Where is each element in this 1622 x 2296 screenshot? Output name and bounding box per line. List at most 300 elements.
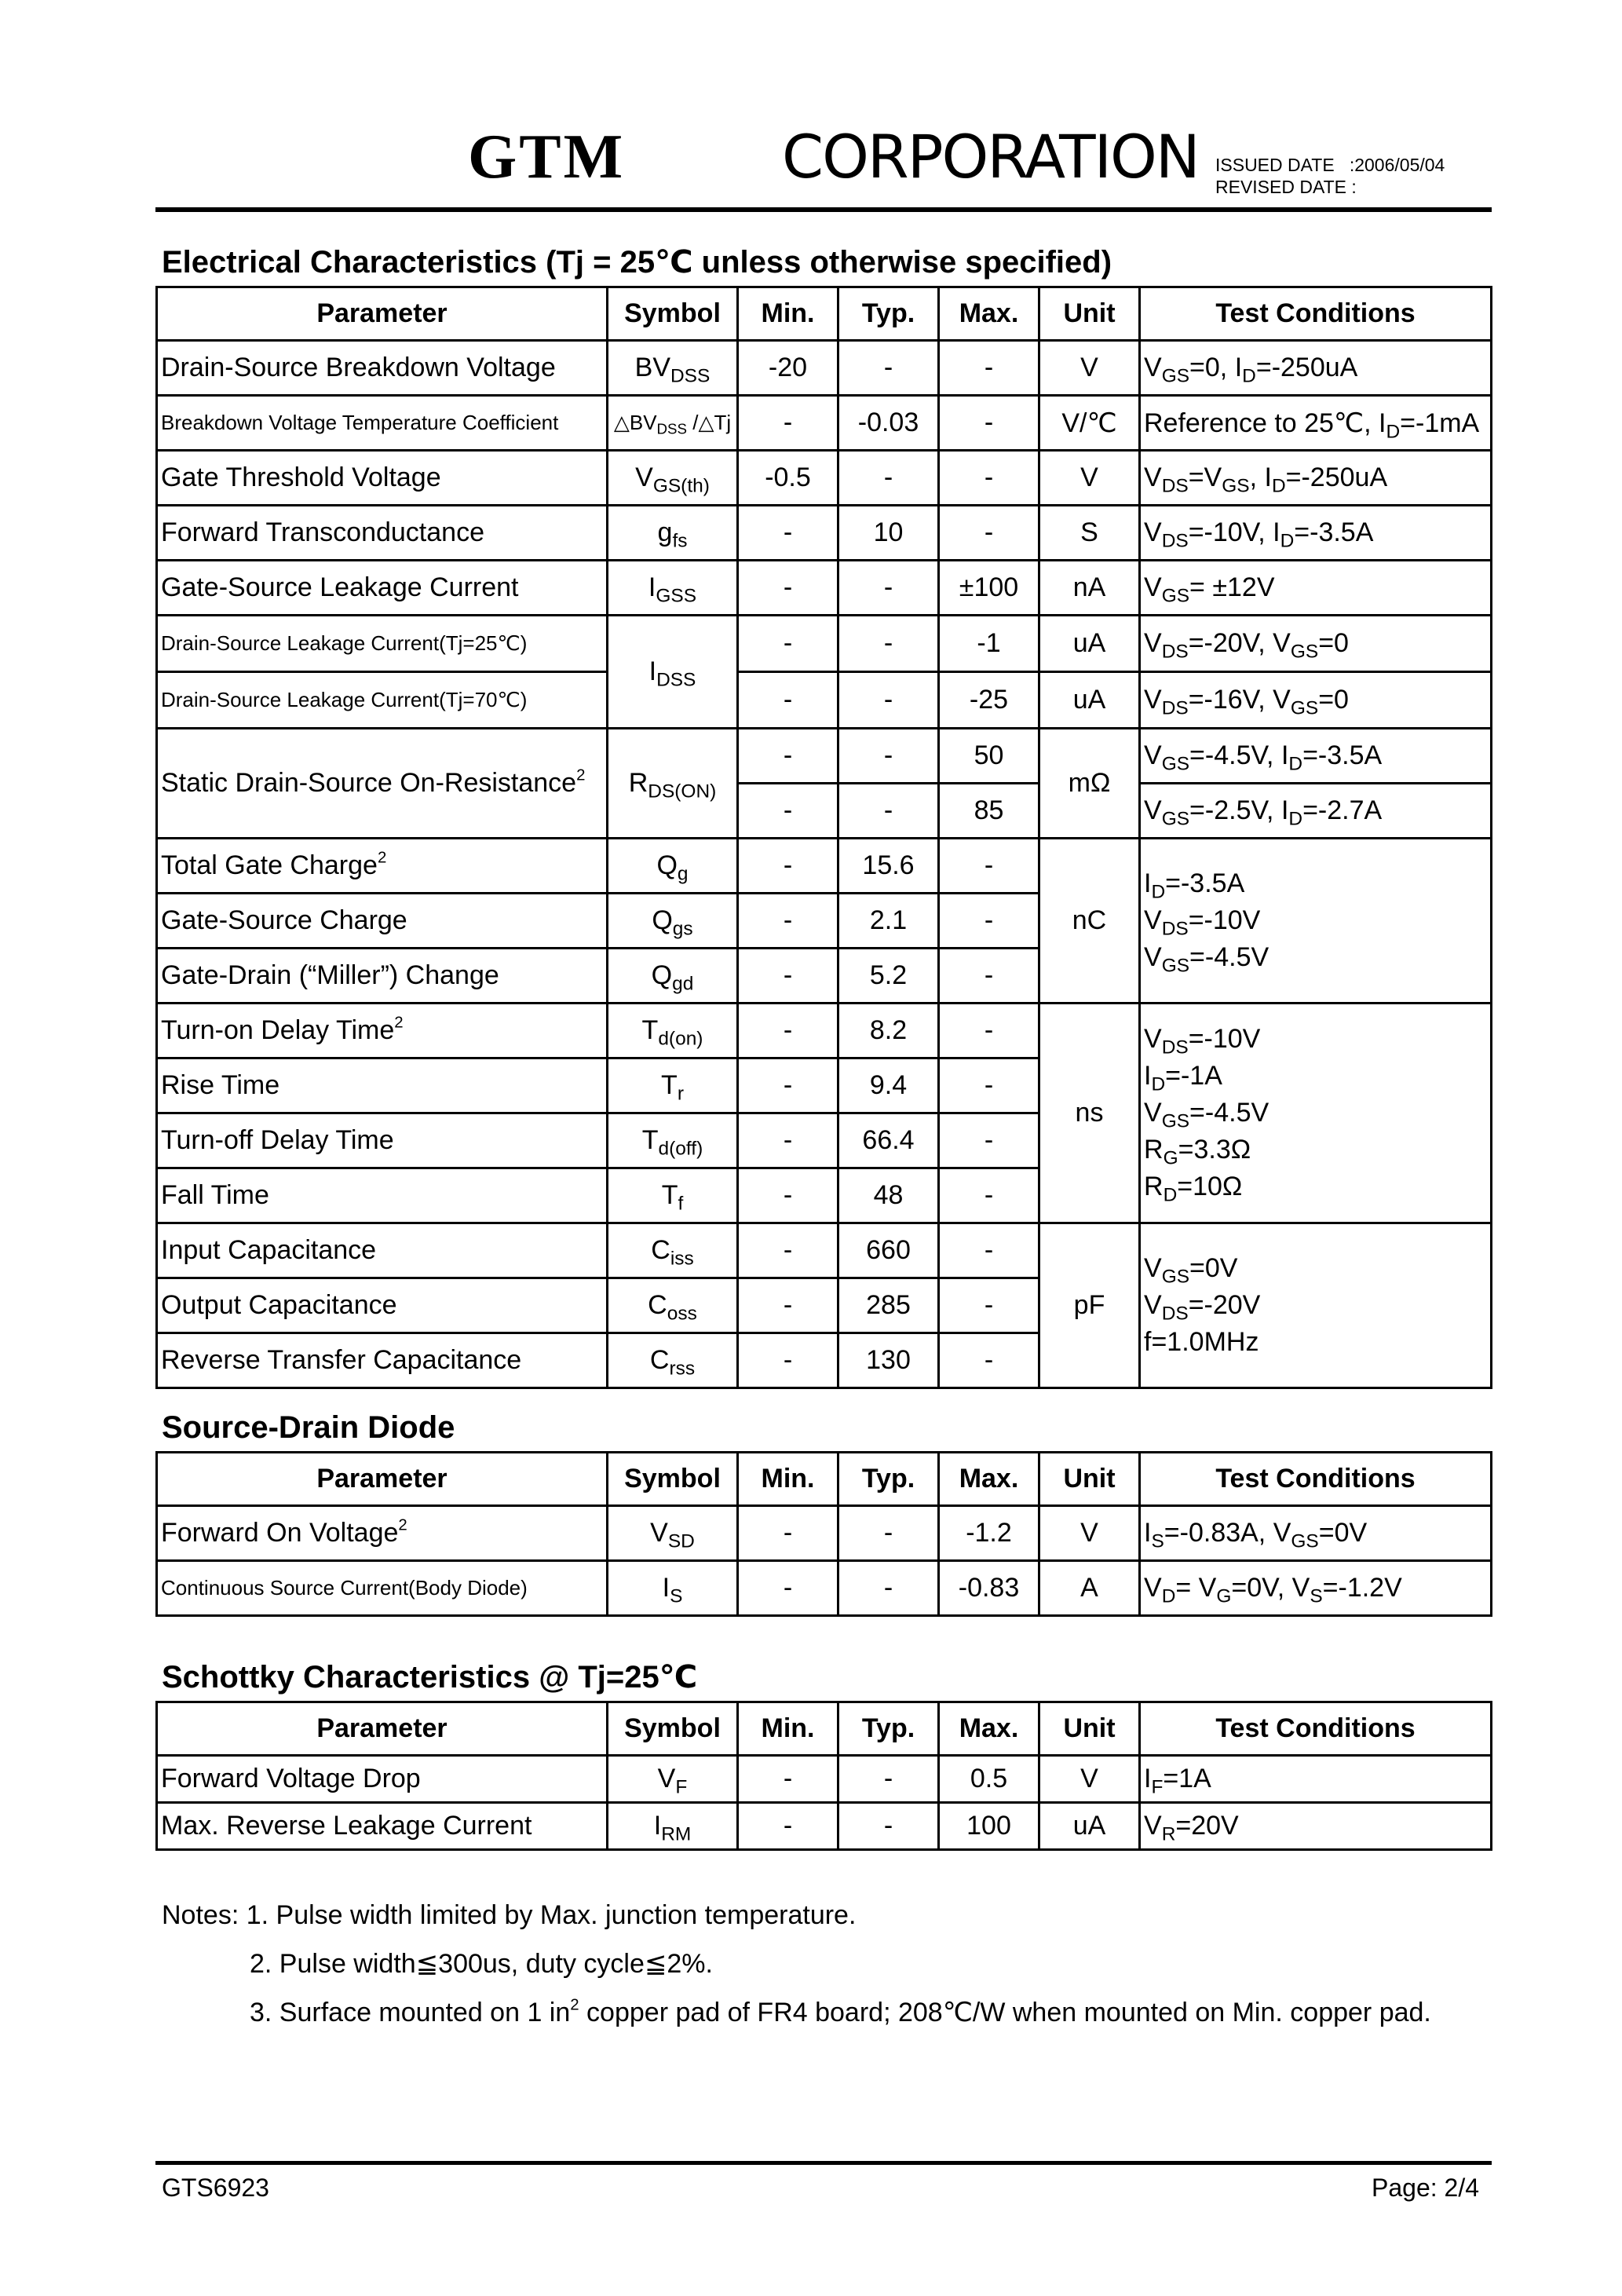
issued-date-label: ISSUED DATE [1215,155,1335,175]
cell-test-conditions [1140,1756,1492,1803]
cell-max: -25 [939,672,1039,729]
cell-min: - [738,561,838,616]
notes-label: Notes: [162,1900,239,1930]
cell-max: - [939,839,1039,894]
schottky-characteristics-table [155,1701,1492,1851]
condition-symbol: V [1204,462,1222,492]
cell-min: -20 [738,341,838,396]
table-row [157,561,1492,616]
cell-min: - [738,1168,838,1223]
condition-subscript: GS [1222,475,1250,497]
cell-typ: - [838,1756,939,1803]
condition-value: =0V [1189,1253,1238,1283]
note-3-text-a: 3. Surface mounted on 1 in [250,1998,571,2027]
test-condition-line [1144,1058,1269,1095]
cell-symbol [608,341,738,396]
cell-unit: V [1039,451,1140,506]
symbol-subscript: gd [672,973,694,995]
cell-parameter [157,616,608,672]
cell-max: - [939,949,1039,1004]
symbol-main: I [662,1573,670,1603]
cell-parameter [157,1756,608,1803]
symbol-subscript: f [678,1193,684,1215]
cell-max: 0.5 [939,1756,1039,1803]
cell-parameter [157,341,608,396]
condition-value: =-0.83A, [1164,1518,1273,1548]
column-header: Max. [939,1453,1039,1506]
cell-parameter [157,396,608,451]
condition-value: =10Ω [1177,1172,1243,1201]
cell-test-conditions [1140,616,1492,672]
condition-subscript: D [1271,475,1286,497]
parameter-name: Drain-Source Breakdown Voltage [161,353,556,382]
condition-value: = [1188,462,1204,492]
note-3-text-b: copper pad of FR4 board; 208℃/W when mounted on Min. copper pad. [579,1998,1431,2027]
cell-typ: - [838,1506,939,1561]
cell-max: -1 [939,616,1039,672]
condition-subscript: G [1163,1147,1178,1169]
cell-max: - [939,396,1039,451]
cell-min: - [738,396,838,451]
cell-typ: - [838,451,939,506]
symbol-subscript: gs [672,918,693,940]
cell-symbol [608,1113,738,1168]
cell-max: - [939,1113,1039,1168]
condition-subscript: D [1386,420,1401,442]
cell-symbol [608,949,738,1004]
symbol-main: C [651,1235,670,1265]
symbol-main: R [628,768,648,798]
condition-symbol: V [1144,517,1162,547]
parameter-name: Gate-Drain (“Miller”) Change [161,960,499,990]
condition-value: =-4.5V [1189,1098,1269,1128]
cell-parameter [157,894,608,949]
cell-symbol [608,1168,738,1223]
parameter-name: Gate Threshold Voltage [161,462,441,492]
cell-max: - [939,506,1039,561]
cell-max: 100 [939,1803,1039,1850]
cell-typ: - [838,341,939,396]
condition-symbol: V [1273,685,1291,715]
cell-min: - [738,949,838,1004]
symbol-main: T [641,1015,659,1045]
condition-value: =-4.5V [1189,942,1269,972]
cell-parameter [157,561,608,616]
note-3-superscript: 2 [570,1996,579,2014]
table-row [157,396,1492,451]
condition-value: , [1249,462,1265,492]
electrical-characteristics-table [155,286,1492,1389]
symbol-subscript: F [675,1776,688,1798]
column-header: Symbol [608,1702,738,1756]
cell-unit: A [1039,1561,1140,1616]
cell-unit: uA [1039,672,1140,729]
cell-typ: 660 [838,1223,939,1278]
parameter-name: Breakdown Voltage Temperature Coefficient [161,411,559,434]
header-rule [155,207,1492,212]
condition-symbol: I [1379,408,1386,438]
column-header: Test Conditions [1140,287,1492,341]
symbol-main: I [648,656,657,686]
cell-test-conditions [1140,561,1492,616]
test-condition-line [1144,865,1269,902]
cell-max: - [939,1168,1039,1223]
cell-max: -1.2 [939,1506,1039,1561]
cell-typ: - [838,784,939,839]
cell-min: - [738,839,838,894]
test-conditions-block [1144,865,1269,976]
condition-symbol: I [1144,1764,1152,1793]
symbol-subscript: DSS [656,420,688,437]
condition-symbol: V [1144,685,1162,715]
cell-unit: pF [1039,1223,1140,1388]
table-row [157,672,1492,729]
cell-typ: 10 [838,506,939,561]
parameter-name: Forward On Voltage [161,1518,399,1548]
parameter-name: Max. Reverse Leakage Current [161,1811,532,1841]
cell-max: - [939,1058,1039,1113]
condition-value: = ±12V [1189,572,1275,602]
column-header: Symbol [608,287,738,341]
symbol-main: V [650,1518,668,1548]
symbol-subscript: S [670,1585,683,1607]
condition-symbol: I [1144,868,1152,898]
condition-symbol: V [1144,1024,1162,1054]
symbol-subscript: d(on) [658,1028,703,1050]
cell-symbol [608,1756,738,1803]
condition-value: =-20V, [1188,628,1273,658]
cell-min: - [738,1278,838,1333]
table-row [157,1803,1492,1850]
condition-value: = [1175,1573,1199,1603]
cell-min: - [738,1561,838,1616]
condition-symbol: V [1144,462,1162,492]
symbol-main: Q [656,850,678,880]
cell-typ: 9.4 [838,1058,939,1113]
cell-min: - [738,616,838,672]
cell-test-conditions [1140,506,1492,561]
column-header: Parameter [157,1453,608,1506]
condition-subscript: GS [1161,955,1190,977]
cell-min: - [738,1803,838,1850]
condition-subscript: D [1151,881,1166,903]
cell-parameter [157,1803,608,1850]
cell-min: - [738,729,838,784]
cell-parameter [157,1506,608,1561]
condition-symbol: V [1291,1573,1310,1603]
symbol-subscript: g [677,863,689,885]
condition-symbol: V [1144,353,1162,382]
test-condition-line [1144,1021,1269,1058]
parameter-name: Turn-off Delay Time [161,1125,394,1155]
condition-value: =0 [1318,628,1349,658]
test-condition-line [1144,939,1269,976]
condition-value: =-20V [1188,1290,1261,1320]
cell-typ: - [838,1803,939,1850]
cell-test-conditions [1140,1561,1492,1616]
condition-value: =-10V [1188,905,1261,935]
cell-parameter [157,1058,608,1113]
cell-min: - [738,506,838,561]
schottky-section-title: Schottky Characteristics @ Tj=25℃ [162,1660,698,1695]
cell-min: - [738,1113,838,1168]
cell-test-conditions [1140,451,1492,506]
cell-min: - [738,1058,838,1113]
cell-symbol [608,1223,738,1278]
table-row [157,1561,1492,1616]
cell-test-conditions [1140,784,1492,839]
symbol-main: I [653,1811,662,1841]
condition-value: =-16V, [1188,685,1273,715]
column-header: Min. [738,287,838,341]
condition-subscript: GS [1290,697,1319,719]
symbol-main: C [648,1290,667,1320]
test-condition-line [1144,902,1269,939]
symbol-main: C [649,1345,670,1375]
note-2-text: 2. Pulse width≦300us, duty cycle≦2%. [250,1949,713,1979]
condition-subscript: D [1161,1585,1176,1607]
symbol-main: T [661,1180,678,1210]
cell-symbol [608,561,738,616]
condition-subscript: DS [1161,1036,1189,1058]
condition-value: =0V, [1231,1573,1292,1603]
symbol-subscript: SD [667,1530,695,1552]
parameter-name: Gate-Source Charge [161,905,407,935]
condition-value: =-250uA [1285,462,1388,492]
symbol-subscript: r [677,1083,684,1105]
column-header: Max. [939,1702,1039,1756]
cell-symbol [608,396,738,451]
column-header: Max. [939,287,1039,341]
cell-parameter [157,672,608,729]
condition-symbol: V [1144,572,1162,602]
parameter-name: Output Capacitance [161,1290,397,1320]
table-header-row [157,1453,1492,1506]
cell-max: -0.83 [939,1561,1039,1616]
cell-max: 50 [939,729,1039,784]
cell-parameter [157,1333,608,1388]
cell-typ: 285 [838,1278,939,1333]
cell-min: - [738,784,838,839]
column-header: Min. [738,1702,838,1756]
condition-symbol: V [1144,740,1162,770]
condition-value: =-10V, [1188,517,1273,547]
cell-unit: V [1039,1756,1140,1803]
cell-min: - [738,894,838,949]
cell-typ: - [838,616,939,672]
cell-symbol [608,1333,738,1388]
note-2 [250,1951,713,1977]
table-row [157,839,1492,894]
condition-symbol: V [1144,628,1162,658]
company-logo-text: GTM [468,122,626,192]
parameter-name: Forward Transconductance [161,517,484,547]
cell-unit: nA [1039,561,1140,616]
condition-symbol: V [1273,628,1291,658]
parameter-name: Reverse Transfer Capacitance [161,1345,522,1375]
condition-subscript: GS [1161,585,1190,607]
test-conditions-block [1144,1021,1269,1205]
condition-symbol: V [1144,1290,1162,1320]
condition-symbol: V [1198,1573,1217,1603]
condition-subscript: GS [1161,365,1190,387]
table-row [157,729,1492,784]
parameter-name: Total Gate Charge [161,850,378,880]
condition-value: =-1A [1165,1061,1222,1091]
cell-symbol [608,506,738,561]
symbol-subscript: oss [667,1303,697,1325]
parameter-name: Drain-Source Leakage Current(Tj=70℃) [161,688,528,711]
cell-unit: S [1039,506,1140,561]
condition-value: =-2.5V, [1189,795,1281,825]
table-row [157,451,1492,506]
symbol-main: Q [652,905,673,935]
source-drain-diode-table [155,1451,1492,1617]
condition-subscript: R [1161,1823,1176,1845]
parameter-name: Fall Time [161,1180,269,1210]
column-header: Parameter [157,1702,608,1756]
cell-typ: - [838,561,939,616]
cell-unit: mΩ [1039,729,1140,839]
cell-max: - [939,341,1039,396]
cell-symbol [608,894,738,949]
condition-subscript: DS [1161,641,1189,663]
cell-symbol [608,1803,738,1850]
corporation-title: CORPORATION [782,122,1199,192]
test-conditions-block [1144,1250,1260,1361]
column-header: Test Conditions [1140,1453,1492,1506]
condition-value: =1A [1163,1764,1211,1793]
condition-subscript: S [1151,1530,1164,1552]
cell-parameter [157,451,608,506]
cell-min: - [738,672,838,729]
footer-rule [155,2161,1492,2165]
test-condition-line [1144,1324,1260,1361]
table-row [157,1004,1492,1058]
cell-unit: uA [1039,1803,1140,1850]
cell-parameter [157,1278,608,1333]
symbol-main: T [661,1070,678,1100]
parameter-name: Forward Voltage Drop [161,1764,421,1793]
cell-max: - [939,1278,1039,1333]
condition-symbol: I [1234,353,1243,382]
cell-unit: uA [1039,616,1140,672]
cell-unit: nC [1039,839,1140,1004]
cell-typ: 8.2 [838,1004,939,1058]
condition-value: =0, [1189,353,1235,382]
cell-test-conditions [1140,341,1492,396]
condition-subscript: D [1163,1184,1178,1206]
condition-symbol: V [1144,942,1162,972]
cell-test-conditions [1140,839,1492,1004]
symbol-subscript: DSS [656,669,696,691]
condition-subscript: DS [1161,475,1189,497]
column-header: Unit [1039,1702,1140,1756]
condition-symbol: I [1144,1061,1152,1091]
cell-unit: ns [1039,1004,1140,1223]
cell-parameter [157,1004,608,1058]
column-header: Typ. [838,1702,939,1756]
cell-typ: 66.4 [838,1113,939,1168]
condition-value: =-1mA [1400,408,1480,438]
symbol-subscript: GS(th) [652,475,710,497]
symbol-subscript: DSS [670,365,711,387]
table-header-row [157,287,1492,341]
cell-parameter [157,1561,608,1616]
symbol-main: I [648,572,656,602]
cell-unit: V [1039,1506,1140,1561]
cell-min: -0.5 [738,451,838,506]
condition-symbol: I [1280,740,1289,770]
cell-max: ±100 [939,561,1039,616]
cell-test-conditions [1140,1803,1492,1850]
table-row [157,1756,1492,1803]
condition-symbol: V [1144,905,1162,935]
cell-parameter [157,1168,608,1223]
cell-unit: V [1039,341,1140,396]
symbol-main: g [657,517,673,547]
column-header: Unit [1039,287,1140,341]
condition-subscript: D [1280,530,1295,552]
column-header: Typ. [838,287,939,341]
cell-typ: - [838,672,939,729]
document-id: GTS6923 [162,2174,269,2202]
test-condition-line [1144,1095,1269,1132]
column-header: Min. [738,1453,838,1506]
cell-test-conditions [1140,1223,1492,1388]
condition-symbol: V [1273,1518,1291,1548]
cell-symbol [608,1004,738,1058]
table-row [157,1506,1492,1561]
column-header: Parameter [157,287,608,341]
condition-subscript: D [1151,1073,1166,1095]
condition-value: =-1.2V [1322,1573,1402,1603]
note-1 [162,1902,856,1929]
symbol-subscript: iss [670,1248,694,1270]
cell-max: 85 [939,784,1039,839]
footnote-ref: 2 [398,1516,407,1534]
condition-subscript: DS [1161,918,1189,940]
cell-min: - [738,1223,838,1278]
cell-symbol [608,839,738,894]
cell-unit: V/℃ [1039,396,1140,451]
condition-value: =-3.5A [1294,517,1374,547]
cell-parameter [157,1223,608,1278]
symbol-subscript: rss [669,1358,696,1380]
issue-dates [1215,154,1445,198]
cell-symbol [608,1058,738,1113]
symbol-main: Q [651,960,673,990]
cell-typ: 5.2 [838,949,939,1004]
condition-symbol: V [1144,1573,1162,1603]
table-row [157,341,1492,396]
cell-typ: 15.6 [838,839,939,894]
condition-value: =20V [1175,1811,1239,1841]
condition-subscript: GS [1291,1530,1319,1552]
cell-parameter [157,729,608,839]
parameter-name: Drain-Source Leakage Current(Tj=25℃) [161,631,528,655]
parameter-name: Static Drain-Source On-Resistance [161,768,577,798]
symbol-subscript: DS(ON) [648,781,717,803]
condition-value: =-10V [1188,1024,1261,1054]
cell-test-conditions [1140,672,1492,729]
symbol-main: △BV [613,411,657,434]
condition-symbol: R [1144,1135,1164,1164]
parameter-name: Turn-on Delay Time [161,1015,395,1045]
condition-symbol: V [1144,1811,1162,1841]
table-header-row [157,1702,1492,1756]
condition-value: =-2.7A [1302,795,1383,825]
